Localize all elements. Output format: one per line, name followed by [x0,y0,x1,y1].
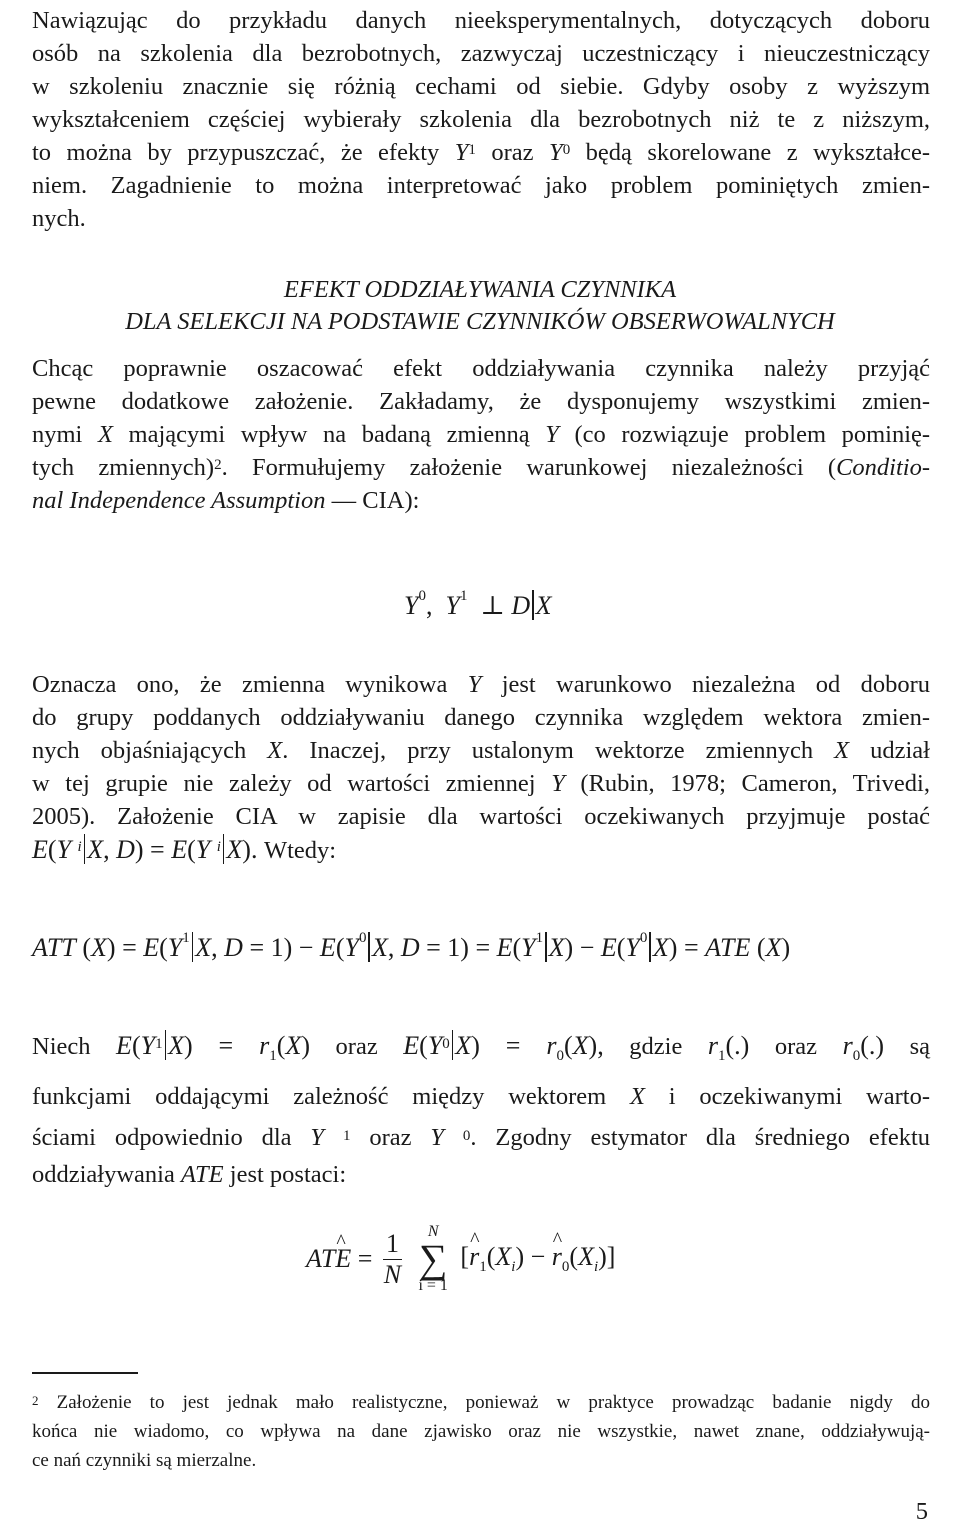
paragraph-intro [32,4,930,235]
footnote-line: ce nań czynniki są mierzalne. [32,1450,257,1471]
fraction: $\frac{1}{N}$ [383,1228,402,1289]
text-line: w szkoleniu znacznie się różnią cechami od siebie. Gdyby osoby z wyższym [32,73,930,100]
ate-estimator-formula: AT^ E = $\frac{1}{N}$ N ∑ i = 1 [^ $r_1(X_i)$ − ^ $r_0(X_i)$] [306,1224,615,1294]
page-number: 5 [915,1498,928,1525]
heading-line-1: EFEKT ODDZIAŁYWANIA CZYNNIKA [283,276,677,303]
summation: N ∑ i = 1 [418,1223,448,1294]
text-line: niem. Zagadnienie to można interpretować jako problem pominiętych zmien- [32,172,930,199]
section-heading [0,274,960,338]
footnote-divider [32,1372,138,1374]
text-line: do grupy poddanych oddziaływaniu danego czynnika względem wektora zmien- [32,704,930,731]
text-line: Nawiązując do przykładu danych nieeksperymentalnych, dotyczących doboru [32,7,930,34]
footnote [32,1388,930,1475]
footnote-ref: 2 [214,457,222,473]
att-formula: ATT $(X) = E(Y^1$ X, $D = 1) - E(Y^0$ X, $D = 1) = E(Y^1$ $X) - E(Y^0$ X) = ATE (X) [32,930,791,962]
text-line: 2005). Założenie CIA w zapisie dla wartości oczekiwanych przyjmuje postać [32,803,930,830]
text-line: Niech $E(Y^1$ $X) = r_1(X)$ oraz $E(Y^0$ $X) = r_0(X)$, gdzie $r_1(.)$ oraz $r_0(.)$ są [32,1031,931,1065]
footnote-line: $^2$ Założenie to jest jednak mało realistyczne, ponieważ w praktyce prowadząc badanie nigdy do [32,1392,931,1413]
cia-formula: $Y^0$, $Y^1$ ⊥ D X [404,588,552,620]
text-line: E(Y $^i$ X, D) = E(Y $^i$ X). Wtedy: [32,835,337,864]
text-line: wykształceniem częściej wybierały szkolenia dla bezrobotnych niż te z niższym, [32,106,930,133]
text-line: pewne dodatkowe założenie. Zakładamy, że dysponujemy wszystkimi zmien- [32,388,930,415]
paragraph-estimator-intro [32,1026,930,1191]
text-line: funkcjami oddającymi zależność między wektorem X i oczekiwanymi warto- [32,1083,930,1111]
paragraph-assumption [32,352,930,517]
text-line: nych objaśniających X. Inaczej, przy ustalonym wektorze zmiennych X udział [32,737,930,764]
text-line: tych zmiennych)$^2$. Formułujemy założenie warunkowej niezależności (Conditio- [32,454,930,481]
text-line: nal Independence Assumption — CIA): [32,487,420,514]
paragraph-cia-explanation [32,668,930,867]
text-line: w tej grupie nie zależy od wartości zmiennej Y (Rubin, 1978; Cameron, Trivedi, [32,770,930,797]
text-line: oddziaływania ATE jest postaci: [32,1161,347,1189]
text-line: to można by przypuszczać, że efekty $Y^1$ oraz $Y^0$ będą skorelowane z wykształce- [32,139,931,166]
text-line: osób na szkolenia dla bezrobotnych, zazwyczaj uczestniczący i nieuczestniczący [32,40,930,67]
heading-line-2: DLA SELEKCJI NA PODSTAWIE CZYNNIKÓW OBSERWOWALNYCH [125,308,835,335]
text-line: nymi X mającymi wpływ na badaną zmienną Y (co rozwiązuje problem pominię- [32,421,931,448]
text-line: Chcąc poprawnie oszacować efekt oddziaływania czynnika należy przyjąć [32,355,930,382]
text-line: ściami odpowiednio dla Y $^1$ oraz Y $^0$. Zgodny estymator dla średniego efektu [32,1124,931,1152]
text-line: Oznacza ono, że zmienna wynikowa Y jest warunkowo niezależna od doboru [32,671,931,698]
text-line: nych. [32,205,86,232]
footnote-line: końca nie wiadomo, co wpływa na dane zjawisko oraz nie wszystkie, nawet znane, oddziaływują- [32,1421,930,1442]
